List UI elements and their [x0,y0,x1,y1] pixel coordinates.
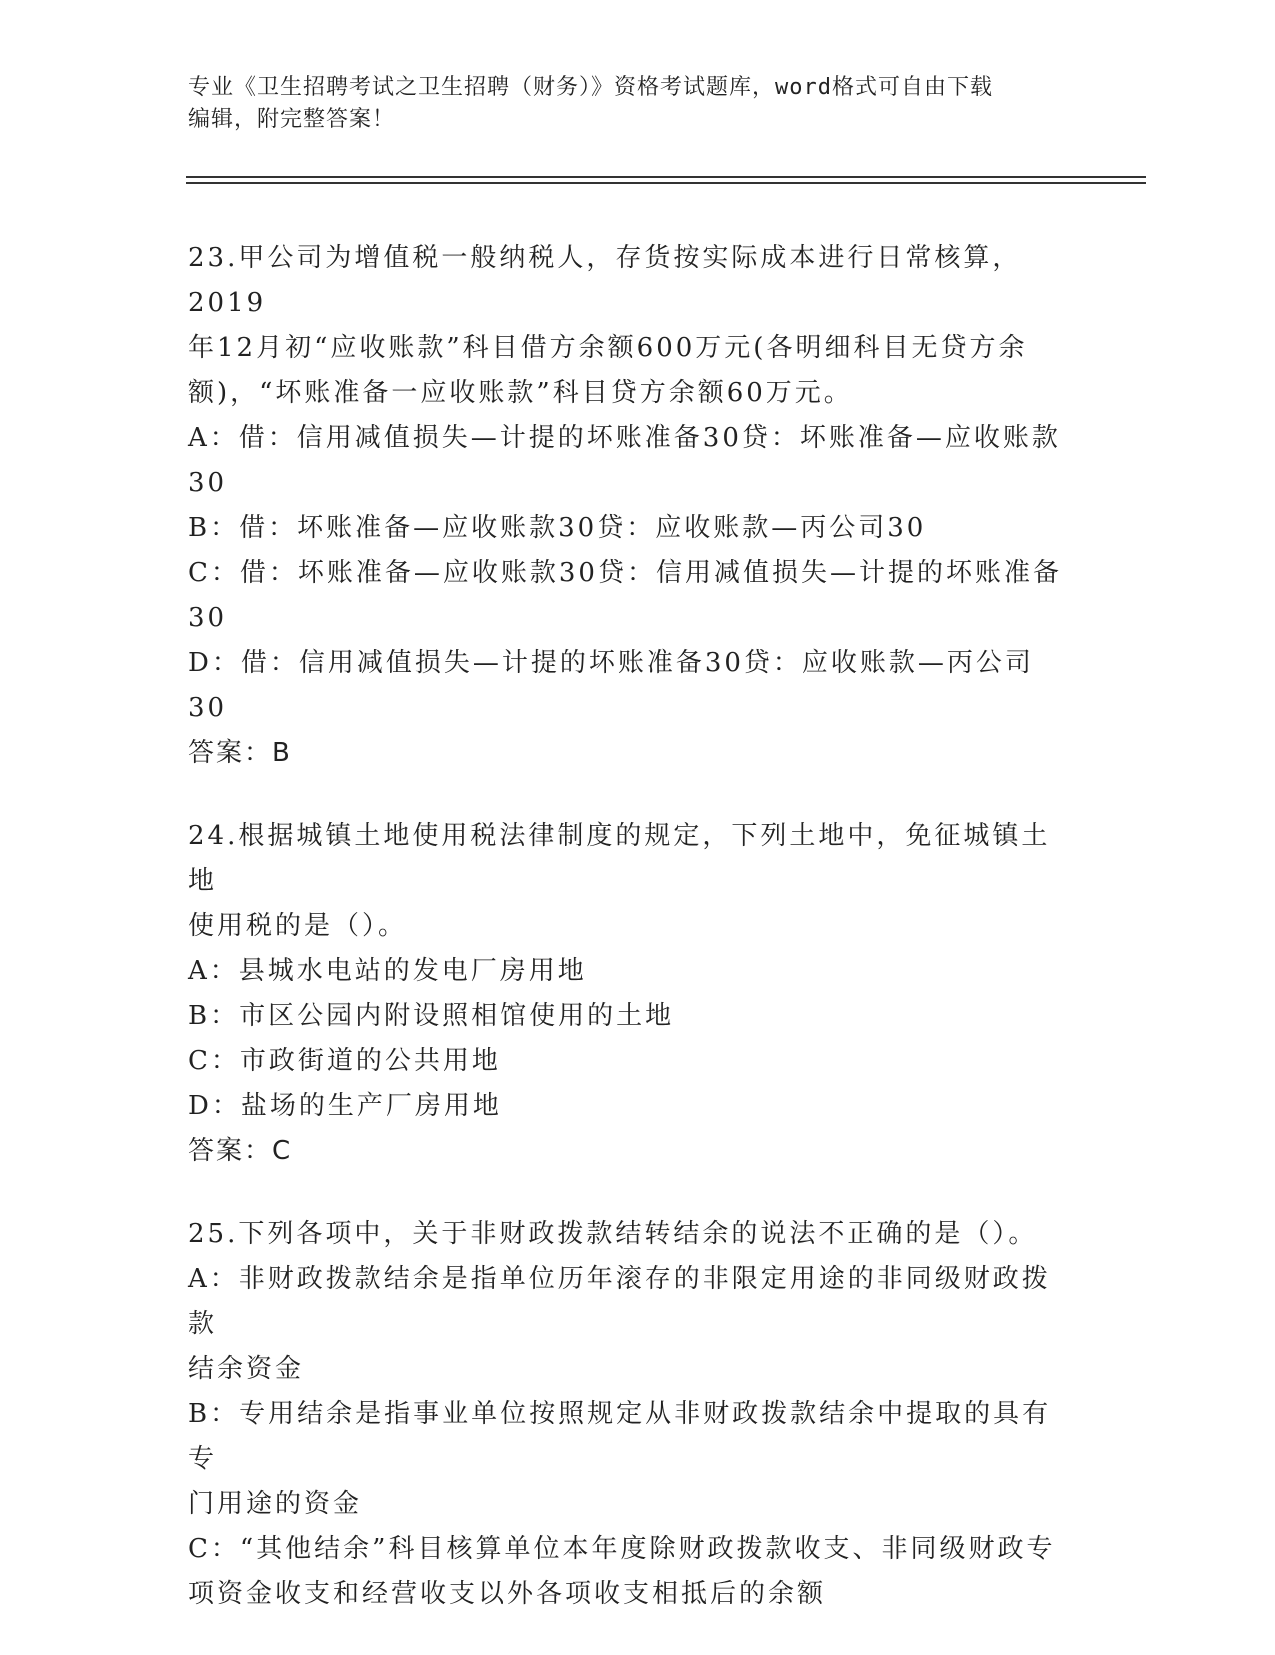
option-d: D：盐场的生产厂房用地 [188,1091,502,1121]
option-d: D：借：信用减值损失—计提的坏账准备30贷：应收账款—丙公司30 [188,648,1034,723]
header-divider-top [186,176,1146,178]
header-line-2: 编辑，附完整答案！ [188,107,396,132]
option-c: C：“其他结余”科目核算单位本年度除财政拨款收支、非同级财政专 [188,1534,1056,1564]
question-stem-line: 使用税的是（）。 [188,911,408,941]
option-a-continued: 30 [188,468,228,498]
answer-line: 答案：C [188,1136,293,1166]
question-stem-line: 25.下列各项中，关于非财政拨款结转结余的说法不正确的是（）。 [188,1219,1038,1249]
header-line-1: 专业《卫生招聘考试之卫生招聘（财务）》资格考试题库，word格式可自由下载 [188,75,993,100]
answer-line: 答案：B [188,738,292,768]
document-header [188,72,1068,136]
question-stem-line: 额)，“坏账准备一应收账款”科目贷方余额60万元。 [188,378,853,408]
option-b: B：市区公园内附设照相馆使用的土地 [188,1001,675,1031]
question-24 [188,814,1068,1174]
header-divider-bottom [186,182,1146,184]
question-stem-line: 24.根据城镇土地使用税法律制度的规定，下列土地中，免征城镇土地 [188,821,1051,896]
option-b: B：借：坏账准备—应收账款30贷：应收账款—丙公司30 [188,513,927,543]
option-b-continued: 门用途的资金 [188,1489,363,1519]
question-list [188,236,1068,1655]
option-c-continued: 30 [188,603,228,633]
question-stem-line: 23.甲公司为增值税一般纳税人，存货按实际成本进行日常核算，2019 [188,243,1022,318]
option-a: A：非财政拨款结余是指单位历年滚存的非限定用途的非同级财政拨款 [188,1264,1051,1339]
option-c: C：市政街道的公共用地 [188,1046,501,1076]
option-a: A：借：信用减值损失—计提的坏账准备30贷：坏账准备—应收账款 [188,423,1061,453]
question-25 [188,1212,1068,1617]
option-a-continued: 结余资金 [188,1354,305,1384]
option-c: C：借：坏账准备—应收账款30贷：信用减值损失—计提的坏账准备 [188,558,1062,588]
option-a: A：县城水电站的发电厂房用地 [188,956,587,986]
question-stem-line: 年12月初“应收账款”科目借方余额600万元(各明细科目无贷方余 [188,333,1028,363]
option-c-continued: 项资金收支和经营收支以外各项收支相抵后的余额 [188,1579,827,1609]
question-23 [188,236,1068,776]
option-b: B：专用结余是指事业单位按照规定从非财政拨款结余中提取的具有专 [188,1399,1052,1474]
